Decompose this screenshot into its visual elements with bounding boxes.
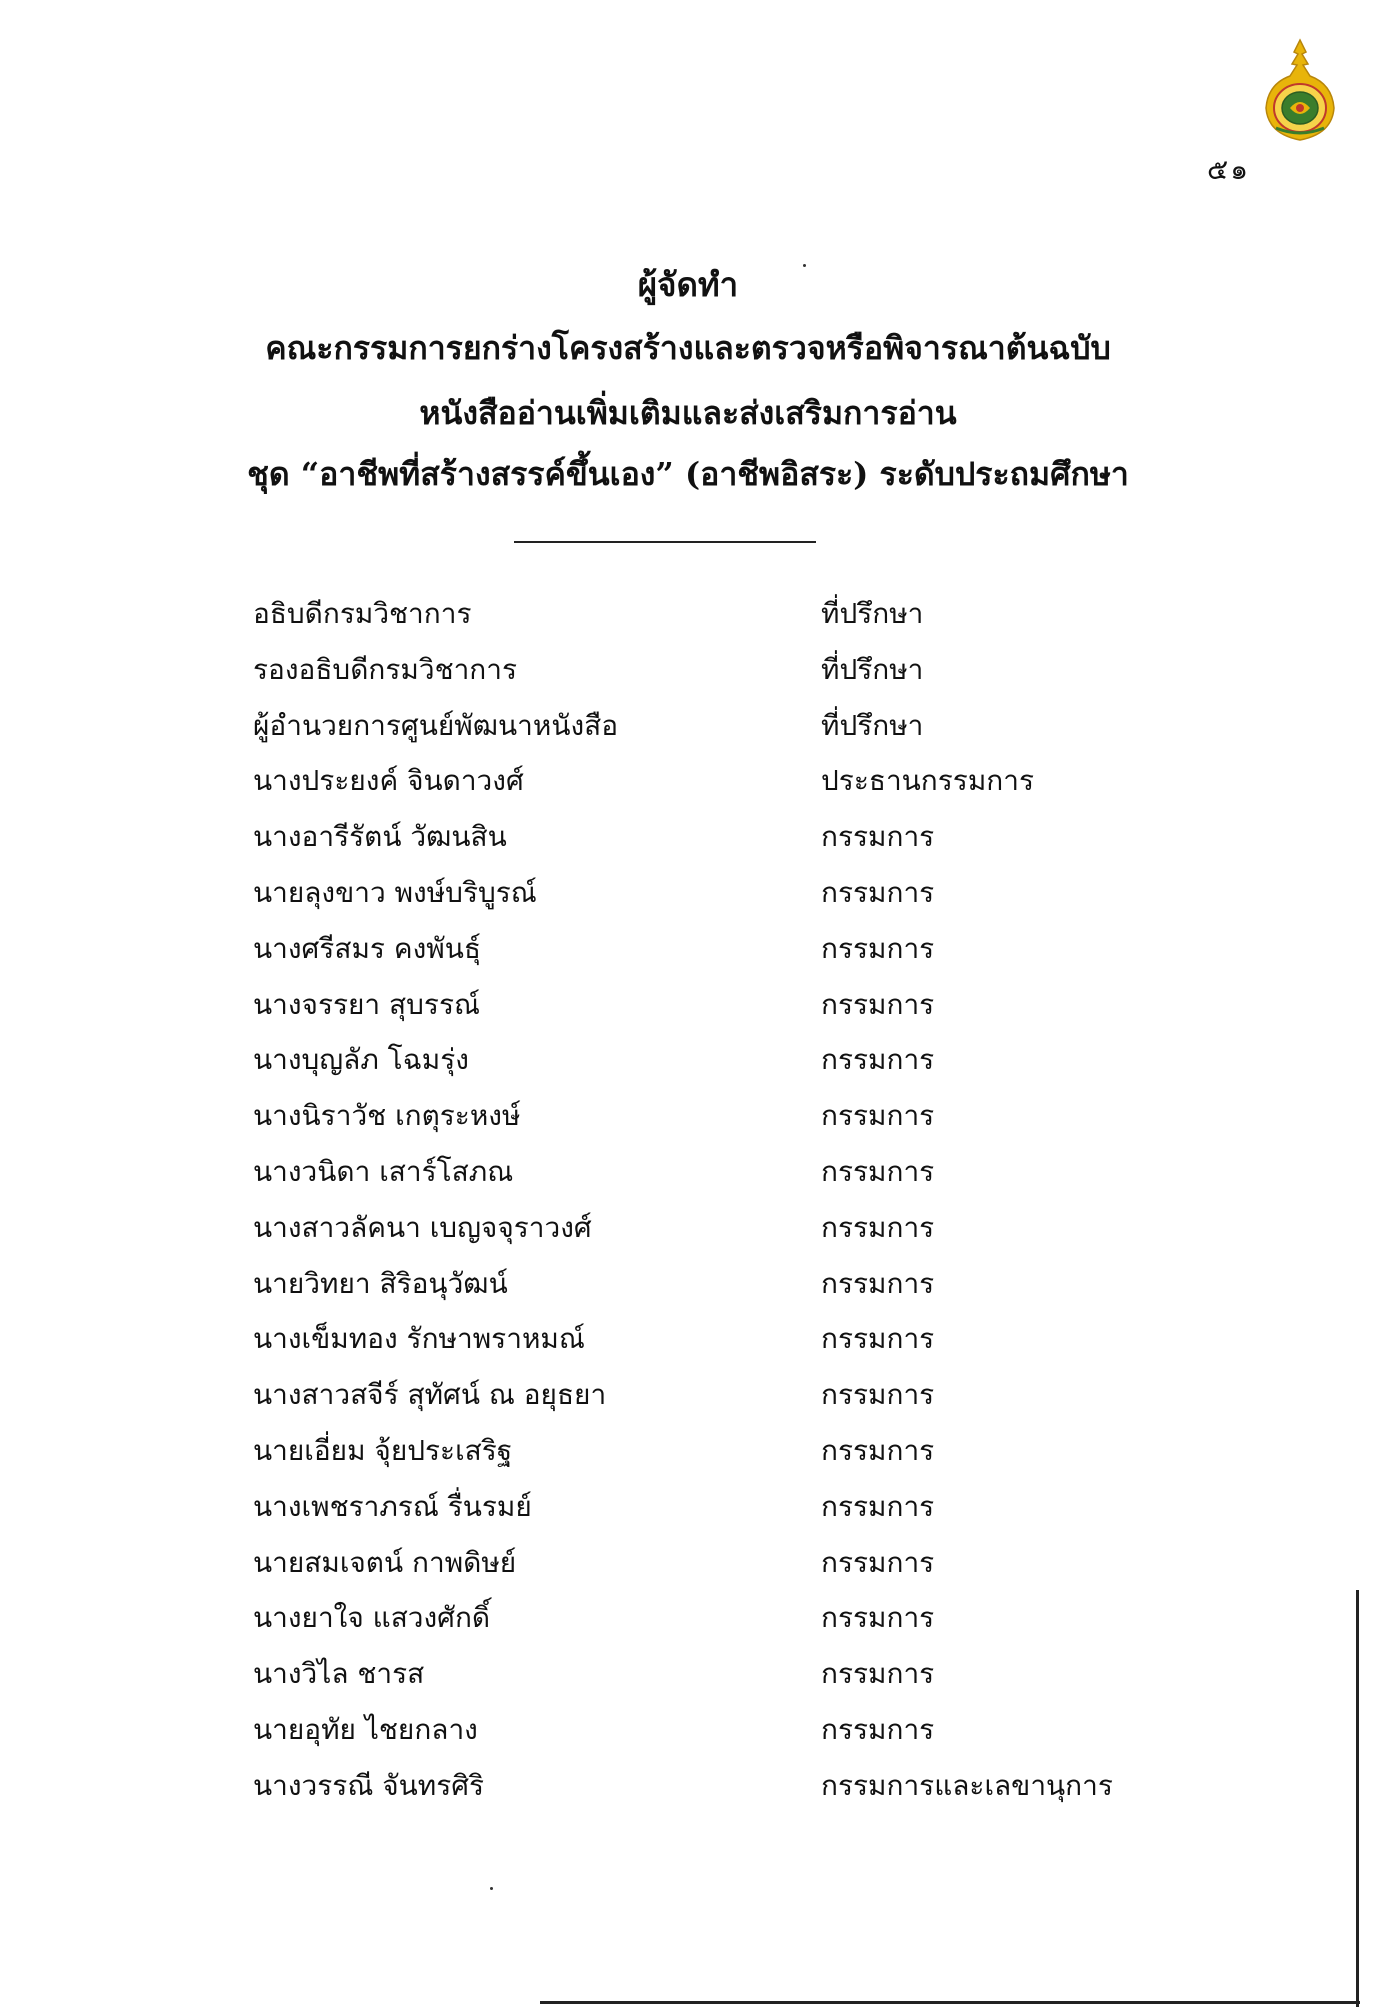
member-name: รองอธิบดีกรมวิชาการ — [253, 652, 518, 686]
page-edge-right — [1356, 1590, 1359, 2007]
page-edge-bottom — [540, 2001, 1360, 2004]
member-name: นายเอี่ยม จุ้ยประเสริฐ — [253, 1433, 513, 1467]
member-name: อธิบดีกรมวิชาการ — [253, 597, 472, 630]
member-role: กรรมการ — [821, 1433, 935, 1467]
member-role: กรรมการ — [821, 1099, 935, 1133]
member-name: นางสาวสจีร์ สุทัศน์ ณ อยุธยา — [253, 1378, 607, 1412]
member-row — [253, 642, 1153, 698]
member-row — [253, 1535, 1153, 1591]
member-row — [253, 1758, 1153, 1814]
member-name: นางประยงค์ จินดาวงศ์ — [253, 764, 524, 798]
member-name: นางวนิดา เสาร์โสภณ — [253, 1154, 514, 1188]
member-role: ที่ปรึกษา — [821, 708, 924, 742]
member-role: กรรมการ — [821, 1154, 935, 1188]
scan-speck — [803, 264, 806, 267]
member-row — [253, 1256, 1153, 1312]
member-name: นางยาใจ แสวงศักดิ์ — [253, 1601, 491, 1635]
member-name: นางวิไล ชารส — [253, 1657, 425, 1691]
member-row — [253, 1702, 1153, 1758]
member-role: กรรมการ — [821, 1657, 935, 1691]
member-row — [253, 1088, 1153, 1144]
member-role: กรรมการ — [821, 1601, 935, 1635]
member-name: นางบุญลัภ โฉมรุ่ง — [253, 1043, 469, 1077]
heading-book-type: หนังสืออ่านเพิ่มเติมและส่งเสริมการอ่าน — [419, 394, 957, 432]
member-role: กรรมการ — [821, 1489, 935, 1523]
member-role: กรรมการ — [821, 1378, 935, 1412]
member-role: กรรมการ — [821, 1266, 935, 1300]
member-name: นางเข็มทอง รักษาพราหมณ์ — [253, 1322, 585, 1356]
member-role: กรรมการ — [821, 1712, 935, 1746]
member-row — [253, 1646, 1153, 1702]
member-name: นายสมเจตน์ กาพดิษย์ — [253, 1545, 517, 1579]
member-row — [253, 586, 1153, 642]
member-name: นายอุทัย ไชยกลาง — [253, 1712, 478, 1746]
member-name: ผู้อำนวยการศูนย์พัฒนาหนังสือ — [253, 708, 619, 742]
member-name: นางจรรยา สุบรรณ์ — [253, 987, 480, 1021]
member-role: กรรมการ — [821, 1043, 935, 1077]
scan-speck — [490, 1887, 493, 1890]
member-name: นางสาวลัคนา เบญจจุราวงศ์ — [253, 1210, 592, 1244]
member-name: นางอารีรัตน์ วัฒนสิน — [253, 820, 507, 854]
member-row — [253, 1311, 1153, 1367]
member-row — [253, 1200, 1153, 1256]
member-role: กรรมการและเลขานุการ — [821, 1768, 1113, 1802]
member-row — [253, 1367, 1153, 1423]
member-role: กรรมการ — [821, 1322, 935, 1356]
member-name: นางนิราวัช เกตุระหงษ์ — [253, 1099, 521, 1133]
heading-committee: คณะกรรมการยกร่างโครงสร้างและตรวจหรือพิจารณาต้นฉบับ — [265, 329, 1111, 367]
member-row — [253, 1144, 1153, 1200]
member-role: กรรมการ — [821, 1210, 935, 1244]
member-row — [253, 809, 1153, 865]
member-role: ที่ปรึกษา — [821, 652, 924, 686]
member-row — [253, 1032, 1153, 1088]
member-role: ที่ปรึกษา — [821, 597, 924, 630]
member-row — [253, 865, 1153, 921]
member-name: นางเพชราภรณ์ รื่นรมย์ — [253, 1489, 532, 1523]
member-role: กรรมการ — [821, 875, 935, 909]
member-role: กรรมการ — [821, 820, 935, 854]
member-name: นายวิทยา สิริอนุวัฒน์ — [253, 1266, 508, 1300]
member-role: ประธานกรรมการ — [821, 764, 1035, 798]
heading-title: ผู้จัดทำ — [637, 265, 739, 304]
member-name: นางวรรณี จันทรศิริ — [253, 1768, 485, 1802]
member-role: กรรมการ — [821, 931, 935, 965]
page-number: ๕๑ — [1207, 153, 1250, 186]
member-row — [253, 977, 1153, 1033]
member-row — [253, 1479, 1153, 1535]
member-row — [253, 1423, 1153, 1479]
member-role: กรรมการ — [821, 987, 935, 1021]
member-row — [253, 753, 1153, 809]
member-name: นางศรีสมร คงพันธุ์ — [253, 931, 481, 965]
ministry-of-education-emblem-icon — [1262, 38, 1338, 142]
member-name: นายลุงขาว พงษ์บริบูรณ์ — [253, 875, 537, 909]
member-role: กรรมการ — [821, 1545, 935, 1579]
heading-divider — [514, 541, 816, 543]
committee-member-list — [253, 586, 1153, 1814]
member-row — [253, 921, 1153, 977]
heading-series: ชุด “อาชีพที่สร้างสรรค์ขึ้นเอง” (อาชีพอิสระ) ระดับประถมศึกษา — [247, 455, 1129, 493]
member-row — [253, 1590, 1153, 1646]
member-row — [253, 698, 1153, 754]
